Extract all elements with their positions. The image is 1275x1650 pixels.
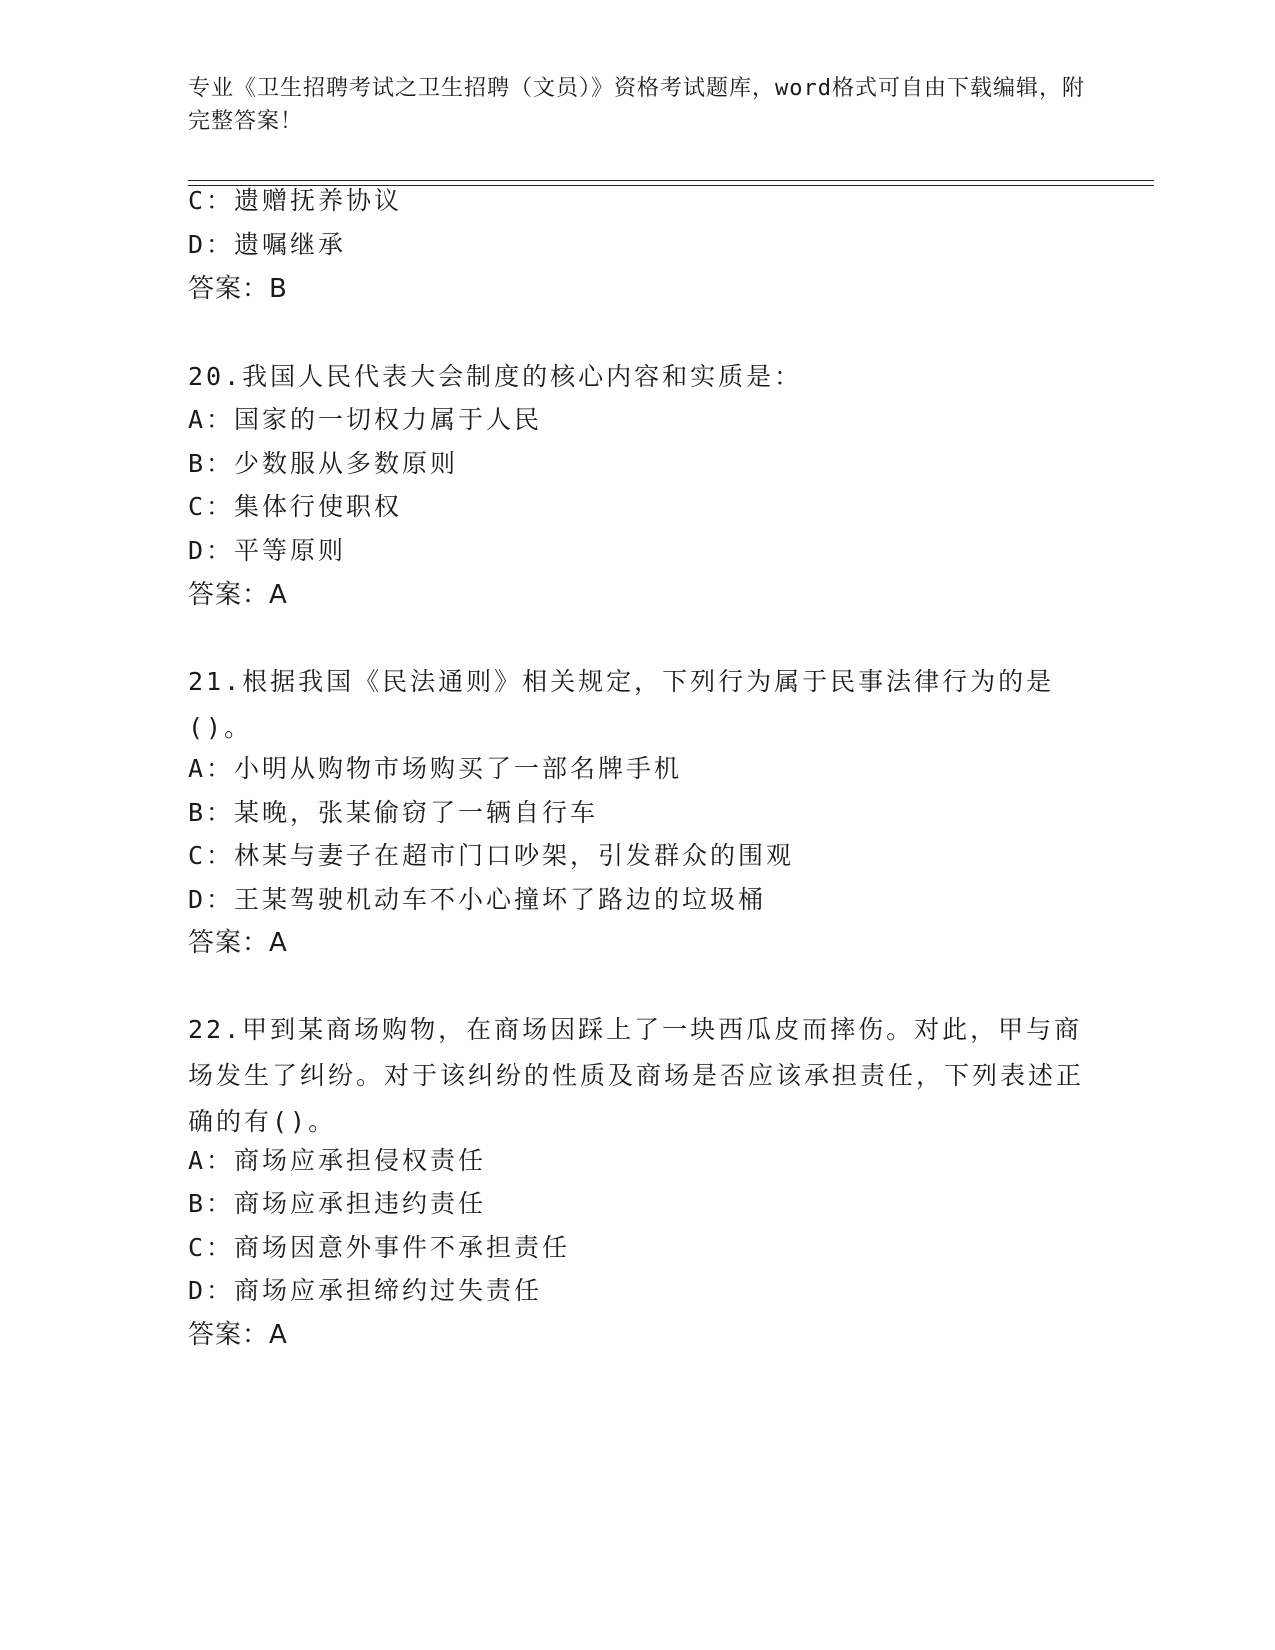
document-header: 专业《卫生招聘考试之卫生招聘（文员）》资格考试题库，word格式可自由下载编辑，附完整答案！ [188,76,1085,134]
question-21-option-b: B：某晚，张某偷窃了一辆自行车 [188,798,599,827]
prev-answer: 答案：B [188,274,288,304]
question-22-option-a: A：商场应承担侵权责任 [188,1146,487,1175]
question-22-stem: 22.甲到某商场购物，在商场因踩上了一块西瓜皮而摔伤。对此，甲与商场发生了纠纷。对于该纠纷的性质及商场是否应该承担责任，下列表述正确的有()。 [188,1015,1085,1136]
prev-option-d: D：遗嘱继承 [188,230,347,259]
question-22-option-c: C：商场因意外事件不承担责任 [188,1233,571,1262]
question-20-option-d: D：平等原则 [188,536,347,565]
question-22-answer: 答案：A [188,1320,288,1350]
question-20-option-a: A：国家的一切权力属于人民 [188,405,543,434]
question-21-option-d: D：王某驾驶机动车不小心撞坏了路边的垃圾桶 [188,885,767,914]
question-20-answer: 答案：A [188,580,288,610]
question-20-option-c: C：集体行使职权 [188,492,403,521]
question-22-option-b: B：商场应承担违约责任 [188,1189,487,1218]
question-20-stem: 20.我国人民代表大会制度的核心内容和实质是： [188,362,803,391]
question-21-option-c: C：林某与妻子在超市门口吵架，引发群众的围观 [188,841,795,870]
question-22-option-d: D：商场应承担缔约过失责任 [188,1276,543,1305]
question-21-answer: 答案：A [188,928,288,958]
prev-option-c: C：遗赠抚养协议 [188,186,403,215]
question-21-option-a: A：小明从购物市场购买了一部名牌手机 [188,754,683,783]
question-21-stem: 21.根据我国《民法通则》相关规定，下列行为属于民事法律行为的是()。 [188,667,1055,742]
question-20-option-b: B：少数服从多数原则 [188,449,459,478]
